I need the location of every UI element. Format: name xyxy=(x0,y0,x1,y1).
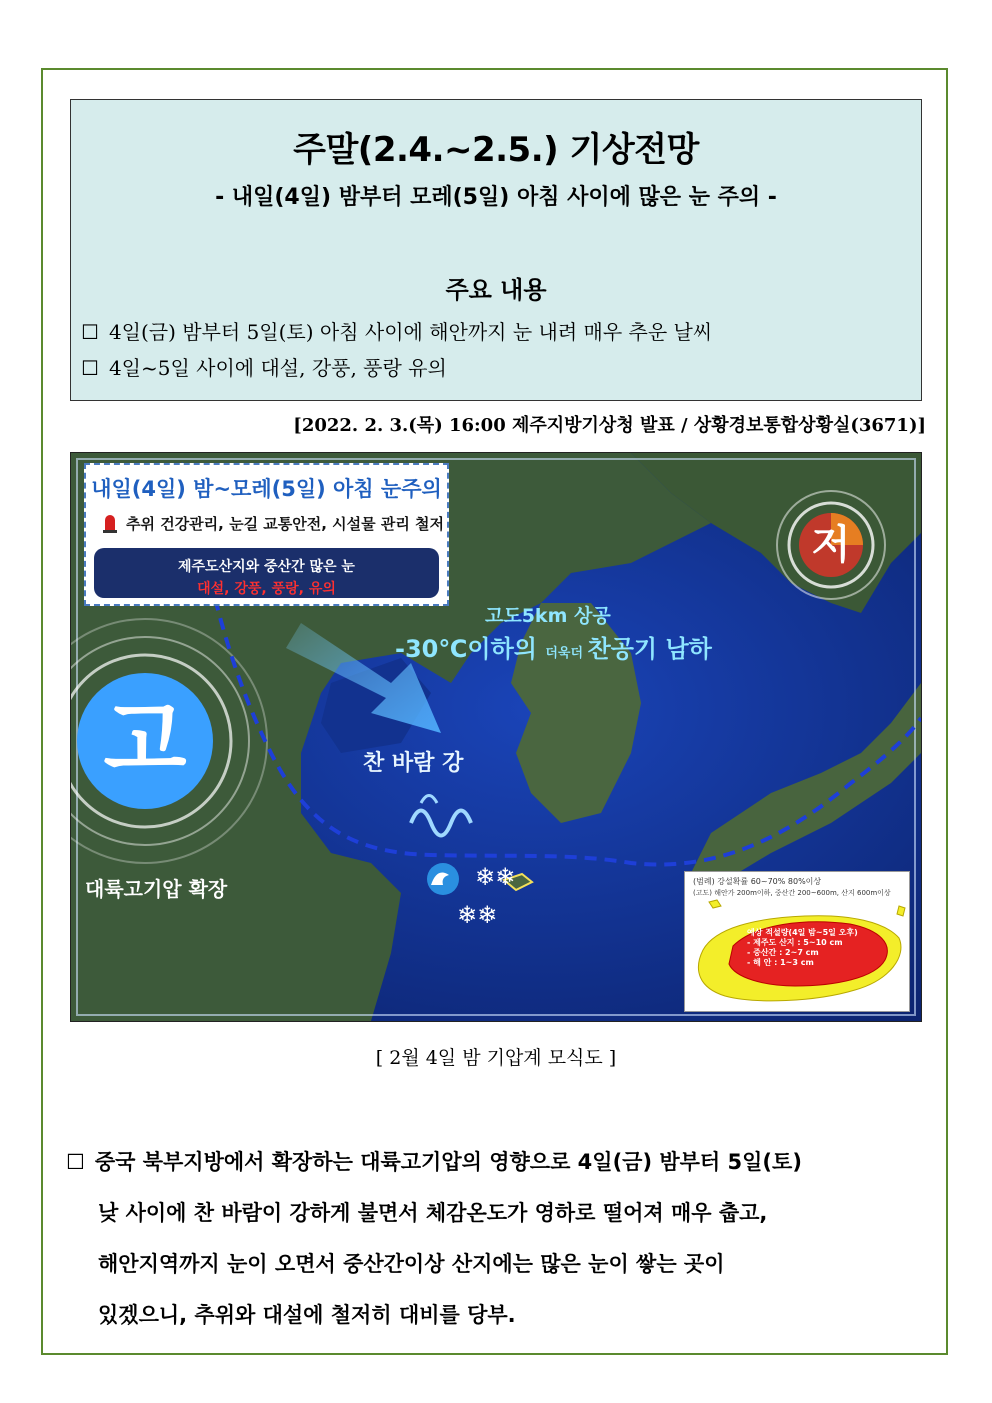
body-line-3: 해안지역까지 눈이 오면서 중산간이상 산지에는 많은 눈이 쌓는 곳이 xyxy=(98,1252,725,1276)
high-pressure-caption: 대륙고기압 확장 xyxy=(85,877,228,901)
page-subtitle: - 내일(4일) 밤부터 모레(5일) 아침 사이에 많은 눈 주의 - xyxy=(215,185,777,210)
snow-alert-box xyxy=(84,463,449,606)
alert-title: 내일(4일) 밤~모레(5일) 아침 눈주의 xyxy=(91,477,442,501)
cold-air-label xyxy=(395,629,712,664)
alert-inner-panel xyxy=(94,548,439,598)
high-pressure-label: 고 xyxy=(103,691,187,791)
checkbox-icon: ☐ xyxy=(81,356,99,380)
page-title: 주말(2.4.~2.5.) 기상전망 xyxy=(293,130,699,170)
cold-air-label-a: -30℃이하의 xyxy=(395,635,546,663)
inset-forecast-note xyxy=(747,928,858,968)
inset-note-line3: - 중산간 : 2~7 cm xyxy=(747,948,819,957)
release-info: [2022. 2. 3.(목) 16:00 제주지방기상청 발표 / 상황경보통합상황실(3671)] xyxy=(293,415,926,436)
inset-note-line4: - 해 안 : 1~3 cm xyxy=(747,958,814,967)
body-line-4: 있겠으니, 추위와 대설에 철저히 대비를 당부. xyxy=(98,1303,516,1327)
pressure-map xyxy=(70,452,922,1022)
summary-item-text: 4일~5일 사이에 대설, 강풍, 풍랑 유의 xyxy=(108,356,447,380)
inset-note-line1: 예상 적설량(4일 밤~5일 오후) xyxy=(747,928,858,937)
summary-heading: 주요 내용 xyxy=(445,276,547,304)
strong-wind-label: 찬 바람 강 xyxy=(363,751,464,776)
inset-note-line2: - 제주도 산지 : 5~10 cm xyxy=(747,938,843,947)
body-line-1: 중국 북부지방에서 확장하는 대륙고기압의 영향으로 4일(금) 밤부터 5일(토) xyxy=(94,1150,802,1174)
alert-inner-line1: 제주도산지와 중산간 많은 눈 xyxy=(178,559,355,575)
header-box xyxy=(70,99,922,401)
body-line-2: 낮 사이에 찬 바람이 강하게 불면서 체감온도가 영하로 떨어져 매우 춥고, xyxy=(98,1201,768,1225)
alert-subtext: 추위 건강관리, 눈길 교통안전, 시설물 관리 철저 xyxy=(126,515,445,533)
summary-item xyxy=(81,352,447,381)
inset-legend-altitude: (고도) 해안가 200m이하, 중산간 200~600m, 산지 600m이상 xyxy=(693,889,891,897)
jeju-snow-inset xyxy=(684,871,910,1012)
inset-legend-probability: (범례) 강설확률 60~70% 80%이상 xyxy=(693,877,822,886)
cold-air-label-b: 찬공기 남하 xyxy=(587,635,712,663)
body-paragraph xyxy=(66,1137,926,1341)
checkbox-icon: ☐ xyxy=(81,320,99,344)
svg-text:❄❄: ❄❄ xyxy=(475,863,516,891)
summary-item xyxy=(81,316,712,345)
siren-icon xyxy=(102,511,118,533)
map-caption: [ 2월 4일 밤 기압계 모식도 ] xyxy=(375,1047,617,1069)
upper-air-label: 고도5km 상공 xyxy=(485,605,611,627)
svg-text:❄❄: ❄❄ xyxy=(457,901,498,929)
cold-air-label-small: 더욱더 xyxy=(545,646,588,661)
summary-item-text: 4일(금) 밤부터 5일(토) 아침 사이에 해안까지 눈 내려 매우 추운 날씨 xyxy=(108,320,713,344)
alert-inner-line2: 대설, 강풍, 풍랑, 유의 xyxy=(197,581,336,597)
body-line xyxy=(66,1137,926,1188)
checkbox-icon: ☐ xyxy=(66,1150,85,1174)
low-pressure-label: 저 xyxy=(811,522,851,568)
